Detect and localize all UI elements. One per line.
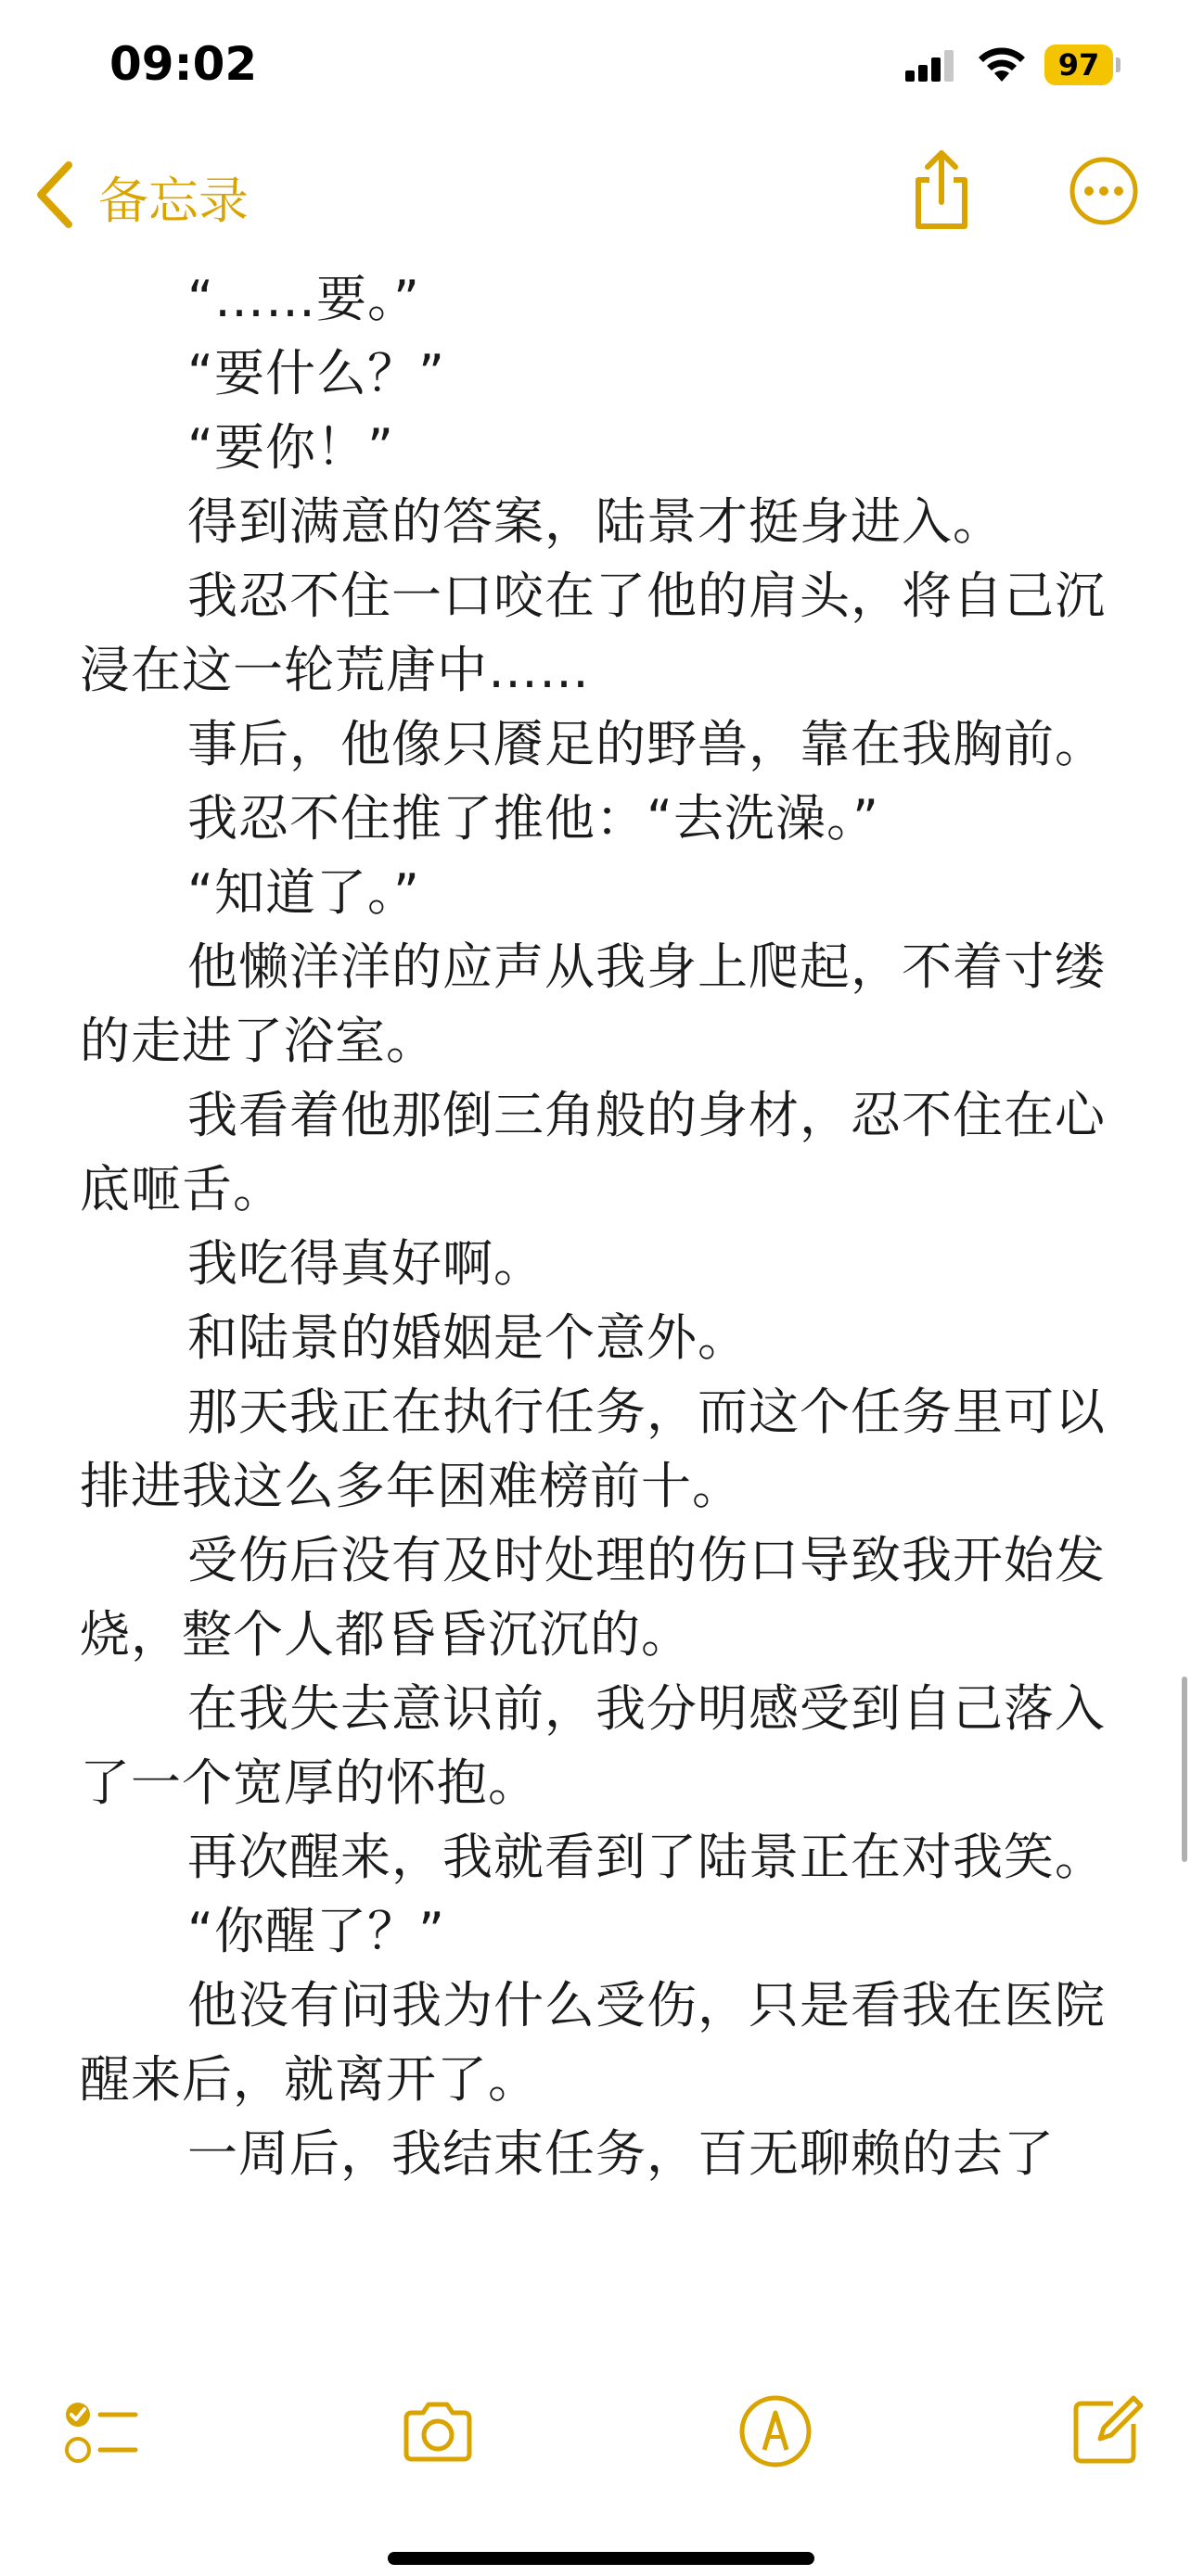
note-paragraph: 我吃得真好啊。	[187, 1234, 544, 1293]
toolbar-background	[0, 2374, 1191, 2576]
more-icon[interactable]	[1069, 156, 1139, 226]
note-paragraph: 受伤后没有及时处理的伤口导致我开始发烧，整个人都昏昏沉沉的。	[80, 1531, 1106, 1664]
note-paragraph: “要什么？”	[187, 344, 445, 402]
battery-icon	[1044, 45, 1121, 85]
signal-icon	[905, 50, 955, 82]
note-paragraph: 得到满意的答案，陆景才挺身进入。	[187, 492, 1004, 551]
note-paragraph: “你醒了？”	[187, 1902, 445, 1960]
note-paragraph: 那天我正在执行任务，而这个任务里可以排进我这么多年困难榜前十。	[80, 1383, 1106, 1515]
note-paragraph: 我看着他那倒三角般的身材，忍不住在心底咂舌。	[80, 1086, 1106, 1218]
note-paragraph: “知道了。”	[187, 863, 420, 922]
markup-icon[interactable]	[736, 2392, 814, 2470]
camera-icon[interactable]	[399, 2392, 477, 2470]
share-icon[interactable]	[909, 148, 974, 232]
note-body[interactable]	[80, 262, 1111, 2191]
chevron-left-icon[interactable]	[33, 158, 80, 232]
nav-bar	[0, 139, 1191, 250]
note-paragraph: “要你！”	[187, 418, 394, 477]
note-paragraph: “……要。”	[187, 270, 420, 328]
wifi-icon	[976, 46, 1028, 83]
note-paragraph: 事后，他像只餍足的野兽，靠在我胸前。	[187, 715, 1106, 773]
note-paragraph: 我忍不住一口咬在了他的肩头，将自己沉浸在这一轮荒唐中……	[80, 567, 1106, 699]
checklist-icon[interactable]	[61, 2392, 139, 2470]
home-indicator[interactable]	[388, 2552, 814, 2565]
compose-icon[interactable]	[1067, 2392, 1145, 2470]
status-bar	[0, 0, 1191, 130]
note-paragraph: 一周后，我结束任务，百无聊赖的去了	[187, 2124, 1055, 2183]
scroll-indicator[interactable]	[1182, 1677, 1187, 1862]
note-paragraph: 再次醒来，我就看到了陆景正在对我笑。	[187, 1828, 1106, 1886]
note-paragraph: 他懒洋洋的应声从我身上爬起，不着寸缕的走进了浴室。	[80, 937, 1106, 1070]
note-paragraph: 和陆景的婚姻是个意外。	[187, 1308, 749, 1367]
note-paragraph: 他没有问我为什么受伤，只是看我在医院醒来后，就离开了。	[80, 1976, 1106, 2109]
status-time: 09:02	[109, 37, 258, 91]
back-button[interactable]: 备忘录	[98, 172, 249, 230]
note-paragraph: 在我失去意识前，我分明感受到自己落入了一个宽厚的怀抱。	[80, 1679, 1106, 1812]
battery-level: 97	[1044, 45, 1113, 85]
note-paragraph: 我忍不住推了推他：“去洗澡。”	[187, 789, 879, 848]
